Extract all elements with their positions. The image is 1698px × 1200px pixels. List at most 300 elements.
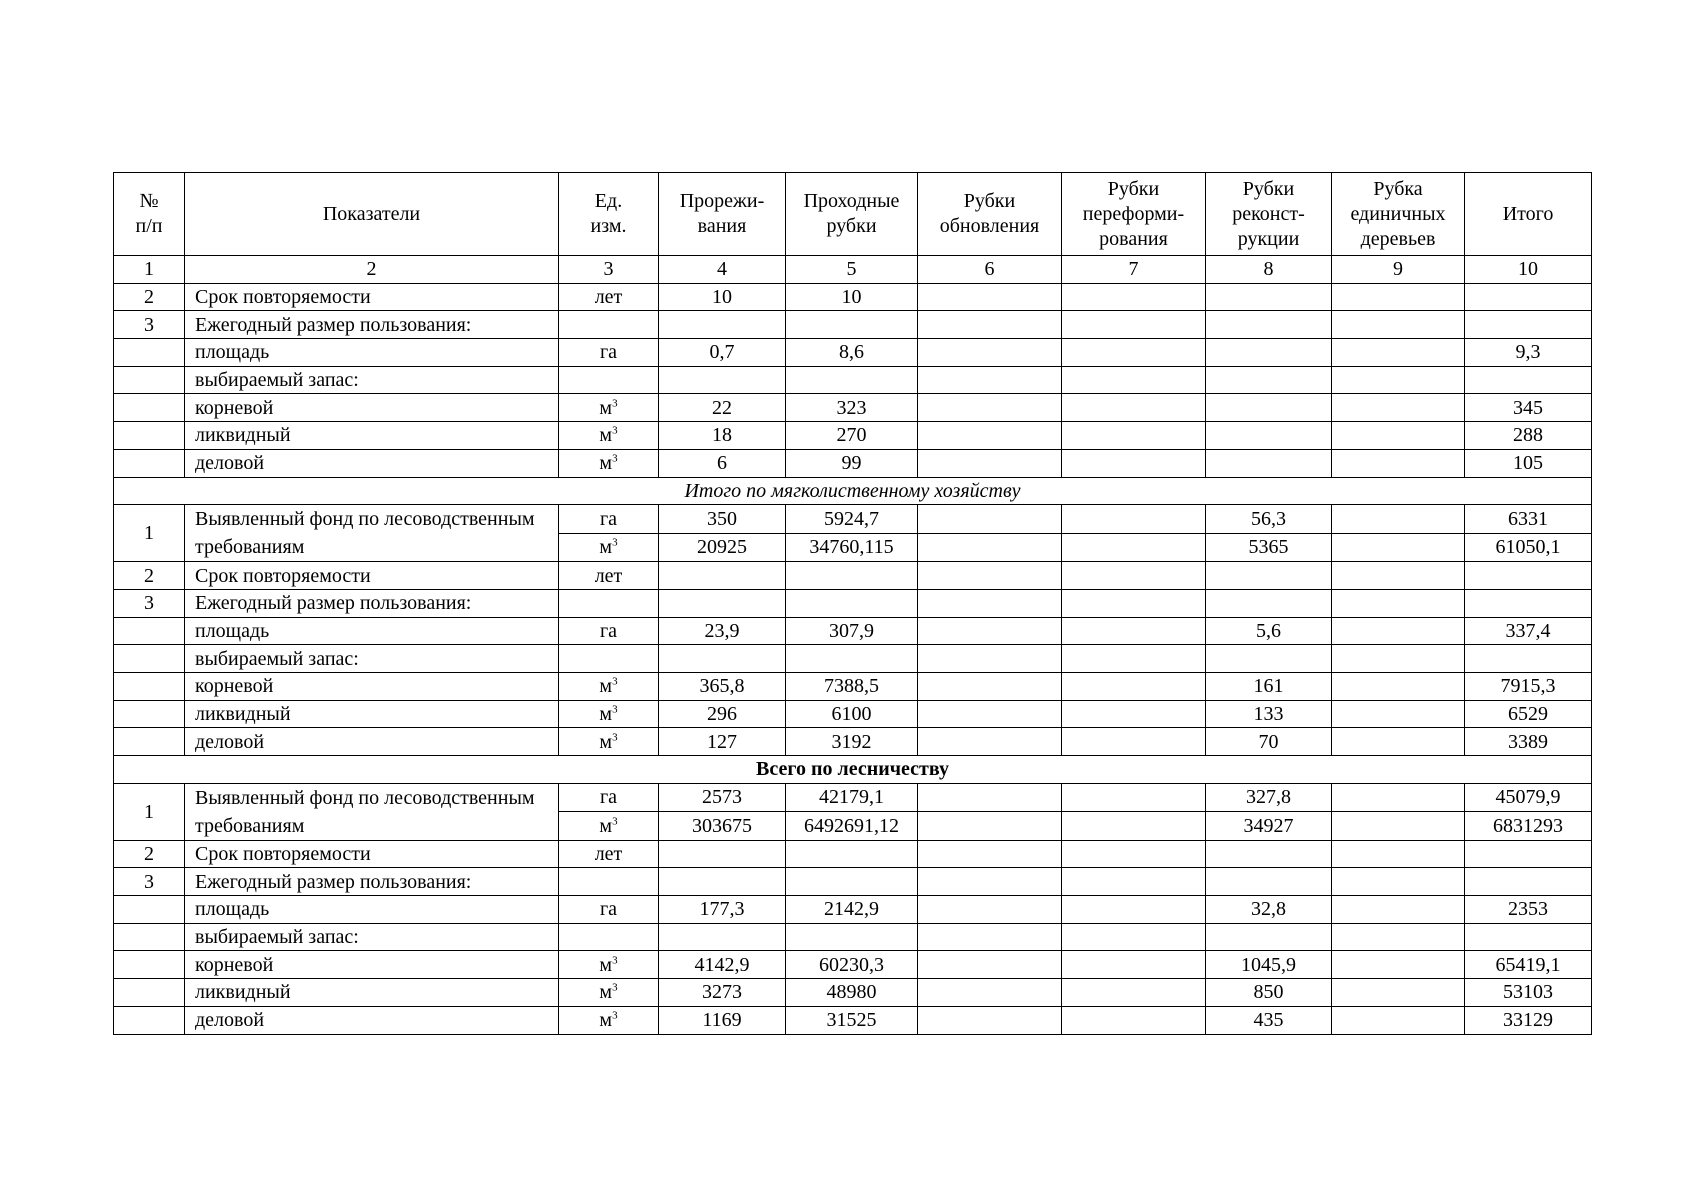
unit-superscript: 3 — [612, 731, 618, 743]
unit-text: м — [599, 953, 613, 976]
unit-cell — [559, 951, 659, 979]
value-cell — [1465, 562, 1592, 590]
unit-cell — [559, 700, 659, 728]
unit-text: м — [599, 675, 613, 698]
value-cell — [1332, 840, 1465, 868]
section-title-row — [114, 477, 1592, 505]
row-number — [114, 645, 185, 673]
value-cell: 4142,9 — [659, 951, 786, 979]
row-number — [114, 672, 185, 700]
value-cell — [1465, 868, 1592, 896]
value-cell — [918, 951, 1062, 979]
unit-cell — [559, 422, 659, 450]
value-cell — [918, 812, 1062, 841]
value-cell — [1062, 283, 1206, 311]
table-row — [114, 783, 1592, 812]
value-cell: 288 — [1465, 422, 1592, 450]
value-cell: 105 — [1465, 449, 1592, 477]
header-indicator: Показатели — [185, 173, 559, 256]
value-cell: 127 — [659, 728, 786, 756]
unit-cell — [559, 533, 659, 562]
value-cell — [659, 562, 786, 590]
row-indicator: площадь — [185, 896, 559, 924]
value-cell — [918, 449, 1062, 477]
value-cell — [1062, 311, 1206, 339]
unit-superscript: 3 — [612, 397, 618, 410]
unit-cell: га — [559, 505, 659, 534]
value-cell — [1206, 645, 1332, 673]
row-number: 2 — [114, 840, 185, 868]
value-cell — [918, 422, 1062, 450]
row-indicator: ликвидный — [185, 979, 559, 1007]
value-cell: 303675 — [659, 812, 786, 841]
unit-superscript: 3 — [612, 703, 618, 716]
value-cell: 32,8 — [1206, 896, 1332, 924]
value-cell — [1332, 339, 1465, 367]
value-cell — [659, 366, 786, 394]
header-reformation-cutting: Рубки переформи- рования — [1062, 173, 1206, 256]
row-number — [114, 449, 185, 477]
row-number — [114, 979, 185, 1007]
unit-cell — [559, 979, 659, 1007]
unit-cell — [559, 311, 659, 339]
row-indicator: Ежегодный размер пользования: — [185, 589, 559, 617]
value-cell — [918, 896, 1062, 924]
row-number: 3 — [114, 589, 185, 617]
value-cell — [918, 617, 1062, 645]
value-cell — [1062, 449, 1206, 477]
table-row — [114, 562, 1592, 590]
table-body — [114, 283, 1592, 1034]
value-cell: 6831293 — [1465, 812, 1592, 841]
value-cell — [918, 672, 1062, 700]
row-number: 1 — [114, 505, 185, 562]
row-number — [114, 951, 185, 979]
value-cell — [1062, 840, 1206, 868]
column-number: 2 — [185, 256, 559, 284]
table-row — [114, 311, 1592, 339]
value-cell: 850 — [1206, 979, 1332, 1007]
value-cell — [918, 366, 1062, 394]
value-cell — [1062, 868, 1206, 896]
table-row — [114, 896, 1592, 924]
unit-superscript: 3 — [612, 1009, 618, 1022]
value-cell: 0,7 — [659, 339, 786, 367]
value-cell: 3389 — [1465, 728, 1592, 756]
value-cell — [1332, 868, 1465, 896]
value-cell — [1332, 617, 1465, 645]
row-indicator: Выявленный фонд по лесоводственным требованиям — [185, 783, 559, 840]
header-num: № п/п — [114, 173, 185, 256]
value-cell — [1062, 562, 1206, 590]
table-row — [114, 840, 1592, 868]
value-cell — [1332, 672, 1465, 700]
row-number: 2 — [114, 562, 185, 590]
value-cell — [1062, 783, 1206, 812]
row-indicator: Срок повторяемости — [185, 283, 559, 311]
value-cell — [1206, 283, 1332, 311]
unit-cell — [559, 645, 659, 673]
value-cell: 61050,1 — [1465, 533, 1592, 562]
unit-cell — [559, 868, 659, 896]
value-cell — [1332, 533, 1465, 562]
table-row — [114, 700, 1592, 728]
table-row — [114, 283, 1592, 311]
section-title-row — [114, 756, 1592, 784]
value-cell — [1062, 339, 1206, 367]
value-cell — [1062, 366, 1206, 394]
unit-cell: га — [559, 617, 659, 645]
value-cell — [918, 283, 1062, 311]
unit-cell: га — [559, 896, 659, 924]
table-row — [114, 728, 1592, 756]
table-row — [114, 951, 1592, 979]
value-cell — [1332, 728, 1465, 756]
table-row — [114, 979, 1592, 1007]
value-cell: 365,8 — [659, 672, 786, 700]
unit-superscript: 3 — [612, 536, 618, 549]
row-indicator: выбираемый запас: — [185, 923, 559, 951]
row-number — [114, 366, 185, 394]
value-cell: 10 — [659, 283, 786, 311]
value-cell: 161 — [1206, 672, 1332, 700]
row-indicator: площадь — [185, 339, 559, 367]
value-cell: 34927 — [1206, 812, 1332, 841]
value-cell — [1062, 1006, 1206, 1034]
unit-superscript: 3 — [612, 815, 618, 828]
value-cell: 3273 — [659, 979, 786, 1007]
value-cell: 34760,115 — [786, 533, 918, 562]
value-cell — [918, 1006, 1062, 1034]
value-cell: 6492691,12 — [786, 812, 918, 841]
unit-text: м — [599, 730, 613, 753]
header-thinning: Прорежи- вания — [659, 173, 786, 256]
section-title: Всего по лесничеству — [114, 756, 1592, 784]
value-cell — [1332, 422, 1465, 450]
row-number — [114, 617, 185, 645]
value-cell — [1206, 422, 1332, 450]
unit-text: м — [599, 814, 613, 837]
header-single-tree-cutting: Рубка единичных деревьев — [1332, 173, 1465, 256]
value-cell — [1465, 283, 1592, 311]
value-cell — [786, 840, 918, 868]
unit-cell — [559, 589, 659, 617]
value-cell: 7915,3 — [1465, 672, 1592, 700]
value-cell: 345 — [1465, 394, 1592, 422]
value-cell — [1465, 840, 1592, 868]
value-cell: 7388,5 — [786, 672, 918, 700]
value-cell — [1332, 283, 1465, 311]
value-cell — [1062, 533, 1206, 562]
value-cell — [918, 783, 1062, 812]
value-cell: 42179,1 — [786, 783, 918, 812]
unit-superscript: 3 — [612, 452, 618, 465]
unit-cell: лет — [559, 283, 659, 311]
value-cell: 177,3 — [659, 896, 786, 924]
table-row — [114, 645, 1592, 673]
value-cell — [659, 589, 786, 617]
value-cell — [1465, 923, 1592, 951]
value-cell — [1062, 617, 1206, 645]
value-cell — [1062, 645, 1206, 673]
column-number: 8 — [1206, 256, 1332, 284]
column-number: 3 — [559, 256, 659, 284]
value-cell — [1062, 422, 1206, 450]
value-cell — [1062, 394, 1206, 422]
row-number: 2 — [114, 283, 185, 311]
row-indicator: корневой — [185, 672, 559, 700]
value-cell — [1332, 951, 1465, 979]
unit-text: м — [599, 702, 613, 725]
value-cell: 1045,9 — [1206, 951, 1332, 979]
value-cell — [918, 923, 1062, 951]
value-cell — [1206, 589, 1332, 617]
value-cell: 48980 — [786, 979, 918, 1007]
column-number: 6 — [918, 256, 1062, 284]
row-indicator: ликвидный — [185, 422, 559, 450]
value-cell — [1206, 366, 1332, 394]
row-number — [114, 422, 185, 450]
value-cell — [1062, 979, 1206, 1007]
value-cell — [1062, 589, 1206, 617]
row-indicator: Срок повторяемости — [185, 840, 559, 868]
value-cell — [1062, 728, 1206, 756]
value-cell — [1465, 589, 1592, 617]
column-number-row — [114, 256, 1592, 284]
unit-text: м — [599, 396, 613, 419]
value-cell — [786, 645, 918, 673]
value-cell — [1465, 311, 1592, 339]
table-row — [114, 589, 1592, 617]
value-cell — [1062, 700, 1206, 728]
value-cell — [1332, 589, 1465, 617]
unit-cell: лет — [559, 562, 659, 590]
unit-text: м — [599, 452, 613, 475]
row-number: 3 — [114, 868, 185, 896]
unit-text: м — [599, 1009, 613, 1032]
value-cell: 6 — [659, 449, 786, 477]
row-number — [114, 728, 185, 756]
value-cell — [918, 840, 1062, 868]
row-indicator: деловой — [185, 449, 559, 477]
column-number: 1 — [114, 256, 185, 284]
value-cell — [659, 840, 786, 868]
unit-cell — [559, 812, 659, 841]
header-unit: Ед. изм. — [559, 173, 659, 256]
value-cell — [918, 562, 1062, 590]
value-cell — [918, 700, 1062, 728]
value-cell: 6529 — [1465, 700, 1592, 728]
value-cell: 53103 — [1465, 979, 1592, 1007]
value-cell — [1206, 923, 1332, 951]
table-row — [114, 394, 1592, 422]
header-passage-cutting: Проходные рубки — [786, 173, 918, 256]
value-cell — [786, 311, 918, 339]
value-cell: 5365 — [1206, 533, 1332, 562]
value-cell — [1062, 923, 1206, 951]
header-reconstruction-cutting: Рубки реконст- рукции — [1206, 173, 1332, 256]
section-title: Итого по мягколиственному хозяйству — [114, 477, 1592, 505]
table-row — [114, 923, 1592, 951]
row-indicator: Срок повторяемости — [185, 562, 559, 590]
table-row — [114, 1006, 1592, 1034]
value-cell: 270 — [786, 422, 918, 450]
row-indicator: деловой — [185, 728, 559, 756]
value-cell — [1332, 700, 1465, 728]
value-cell — [1332, 449, 1465, 477]
value-cell: 33129 — [1465, 1006, 1592, 1034]
value-cell: 70 — [1206, 728, 1332, 756]
value-cell — [786, 868, 918, 896]
value-cell — [1332, 505, 1465, 534]
value-cell — [1332, 311, 1465, 339]
unit-cell: га — [559, 783, 659, 812]
value-cell: 60230,3 — [786, 951, 918, 979]
unit-superscript: 3 — [612, 981, 618, 994]
column-number: 5 — [786, 256, 918, 284]
value-cell — [659, 923, 786, 951]
table-row — [114, 672, 1592, 700]
unit-cell — [559, 394, 659, 422]
value-cell — [1062, 672, 1206, 700]
value-cell: 23,9 — [659, 617, 786, 645]
row-indicator: Выявленный фонд по лесоводственным требованиям — [185, 505, 559, 562]
value-cell: 2142,9 — [786, 896, 918, 924]
value-cell: 296 — [659, 700, 786, 728]
value-cell: 18 — [659, 422, 786, 450]
value-cell: 5,6 — [1206, 617, 1332, 645]
unit-text: м — [599, 424, 613, 447]
unit-cell: лет — [559, 840, 659, 868]
value-cell — [918, 339, 1062, 367]
value-cell — [918, 505, 1062, 534]
value-cell: 20925 — [659, 533, 786, 562]
value-cell: 133 — [1206, 700, 1332, 728]
row-indicator: площадь — [185, 617, 559, 645]
header-renewal-cutting: Рубки обновления — [918, 173, 1062, 256]
value-cell: 56,3 — [1206, 505, 1332, 534]
unit-superscript: 3 — [612, 424, 618, 437]
value-cell: 6331 — [1465, 505, 1592, 534]
forest-use-table — [113, 172, 1592, 1035]
row-number: 1 — [114, 783, 185, 840]
table-row — [114, 449, 1592, 477]
value-cell — [659, 311, 786, 339]
unit-cell — [559, 449, 659, 477]
unit-superscript: 3 — [612, 954, 618, 967]
value-cell — [918, 311, 1062, 339]
value-cell: 9,3 — [1465, 339, 1592, 367]
unit-cell — [559, 923, 659, 951]
table-row — [114, 868, 1592, 896]
value-cell — [1332, 645, 1465, 673]
value-cell — [659, 868, 786, 896]
row-number — [114, 700, 185, 728]
unit-superscript: 3 — [612, 675, 618, 688]
value-cell — [786, 562, 918, 590]
value-cell — [1062, 812, 1206, 841]
value-cell: 99 — [786, 449, 918, 477]
unit-cell — [559, 366, 659, 394]
column-number: 7 — [1062, 256, 1206, 284]
value-cell — [1206, 449, 1332, 477]
value-cell: 307,9 — [786, 617, 918, 645]
row-indicator: корневой — [185, 951, 559, 979]
row-indicator: ликвидный — [185, 700, 559, 728]
value-cell: 327,8 — [1206, 783, 1332, 812]
value-cell — [1332, 1006, 1465, 1034]
row-number — [114, 896, 185, 924]
unit-cell — [559, 728, 659, 756]
value-cell — [1332, 923, 1465, 951]
row-indicator: Ежегодный размер пользования: — [185, 311, 559, 339]
column-number: 4 — [659, 256, 786, 284]
unit-cell — [559, 672, 659, 700]
value-cell — [918, 979, 1062, 1007]
column-number: 9 — [1332, 256, 1465, 284]
unit-text: м — [599, 536, 613, 559]
unit-cell — [559, 1006, 659, 1034]
value-cell: 435 — [1206, 1006, 1332, 1034]
value-cell — [1332, 812, 1465, 841]
value-cell: 65419,1 — [1465, 951, 1592, 979]
table-row — [114, 366, 1592, 394]
row-indicator: корневой — [185, 394, 559, 422]
value-cell — [1332, 783, 1465, 812]
value-cell: 2353 — [1465, 896, 1592, 924]
value-cell — [1062, 505, 1206, 534]
value-cell — [918, 589, 1062, 617]
value-cell: 3192 — [786, 728, 918, 756]
table-row — [114, 339, 1592, 367]
row-indicator: деловой — [185, 1006, 559, 1034]
value-cell: 8,6 — [786, 339, 918, 367]
value-cell — [918, 394, 1062, 422]
value-cell: 22 — [659, 394, 786, 422]
unit-cell: га — [559, 339, 659, 367]
row-indicator: выбираемый запас: — [185, 645, 559, 673]
column-number: 10 — [1465, 256, 1592, 284]
value-cell — [1332, 979, 1465, 1007]
value-cell — [1206, 339, 1332, 367]
value-cell: 2573 — [659, 783, 786, 812]
value-cell: 337,4 — [1465, 617, 1592, 645]
value-cell: 31525 — [786, 1006, 918, 1034]
value-cell — [1332, 394, 1465, 422]
value-cell: 323 — [786, 394, 918, 422]
value-cell — [786, 923, 918, 951]
value-cell — [918, 868, 1062, 896]
value-cell — [918, 728, 1062, 756]
row-number — [114, 1006, 185, 1034]
value-cell: 45079,9 — [1465, 783, 1592, 812]
value-cell — [1332, 366, 1465, 394]
table-header-row — [114, 173, 1592, 256]
value-cell — [1062, 896, 1206, 924]
value-cell: 6100 — [786, 700, 918, 728]
value-cell — [1332, 562, 1465, 590]
value-cell — [1206, 394, 1332, 422]
value-cell — [786, 366, 918, 394]
row-number: 3 — [114, 311, 185, 339]
value-cell: 1169 — [659, 1006, 786, 1034]
value-cell — [1465, 645, 1592, 673]
row-indicator: выбираемый запас: — [185, 366, 559, 394]
row-number — [114, 923, 185, 951]
row-indicator: Ежегодный размер пользования: — [185, 868, 559, 896]
value-cell: 350 — [659, 505, 786, 534]
value-cell — [918, 645, 1062, 673]
